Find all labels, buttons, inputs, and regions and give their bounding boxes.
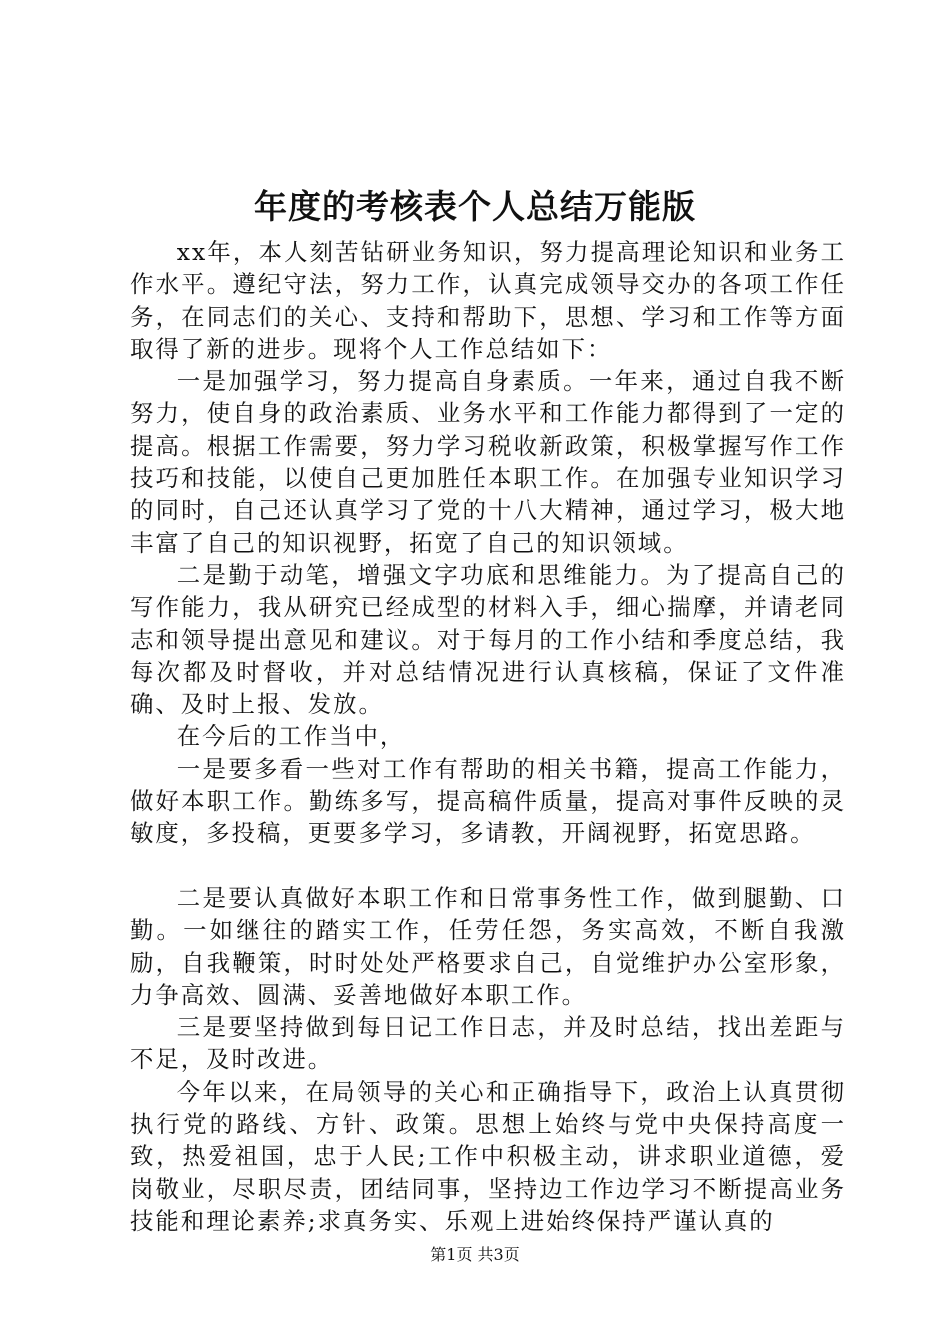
paragraph-study: 一是加强学习，努力提高自身素质。一年来，通过自我不断努力，使自身的政治素质、业务水平和工作能力都得到了一定的提高。根据工作需要，努力学习税收新政策，积极掌握写作工作技巧和技能，以使自己更加胜任本职工作。在加强专业知识学习的同时，自己还认真学习了党的十八大精神，通过学习，极大地丰富了自己的知识视野，拓宽了自己的知识领域。 bbox=[130, 367, 846, 557]
paragraph-future-two: 二是要认真做好本职工作和日常事务性工作，做到腿勤、口勤。一如继往的踏实工作，任劳任怨，务实高效，不断自我激励，自我鞭策，时时处处严格要求自己，自觉维护办公室形象，力争高效、圆满、妥善地做好本职工作。 bbox=[130, 883, 846, 1009]
paragraph-future-intro: 在今后的工作当中， bbox=[176, 722, 406, 751]
paragraph-future-one: 一是要多看一些对工作有帮助的相关书籍，提高工作能力，做好本职工作。勤练多写，提高稿件质量，提高对事件反映的灵敏度，多投稿，更要多学习，多请教，开阔视野，拓宽思路。 bbox=[130, 754, 846, 848]
paragraph-writing: 二是勤于动笔，增强文字功底和思维能力。为了提高自己的写作能力，我从研究已经成型的材料入手，细心揣摩，并请老同志和领导提出意见和建议。对于每月的工作小结和季度总结，我每次都及时督收，并对总结情况进行认真核稿，保证了文件准确、及时上报、发放。 bbox=[130, 560, 846, 719]
paragraph-this-year: 今年以来，在局领导的关心和正确指导下，政治上认真贯彻执行党的路线、方针、政策。思想上始终与党中央保持高度一致，热爱祖国，忠于人民;工作中积极主动，讲求职业道德，爱岗敬业，尽职尽责，团结同事，坚持边工作边学习不断提高业务技能和理论素养;求真务实、乐观上进始终保持严谨认真的 bbox=[130, 1077, 846, 1235]
document-title: 年度的考核表个人总结万能版 bbox=[254, 187, 696, 226]
paragraph-future-three: 三是要坚持做到每日记工作日志，并及时总结，找出差距与不足，及时改进。 bbox=[130, 1013, 846, 1074]
document-body bbox=[130, 236, 846, 1237]
paragraph-intro: xx年，本人刻苦钻研业务知识，努力提高理论知识和业务工作水平。遵纪守法，努力工作，认真完成领导交办的各项工作任务，在同志们的关心、支持和帮助下，思想、学习和工作等方面取得了新的进步。现将个人工作总结如下： bbox=[130, 238, 846, 363]
page-number-footer: 第1页 共3页 bbox=[430, 1245, 520, 1264]
